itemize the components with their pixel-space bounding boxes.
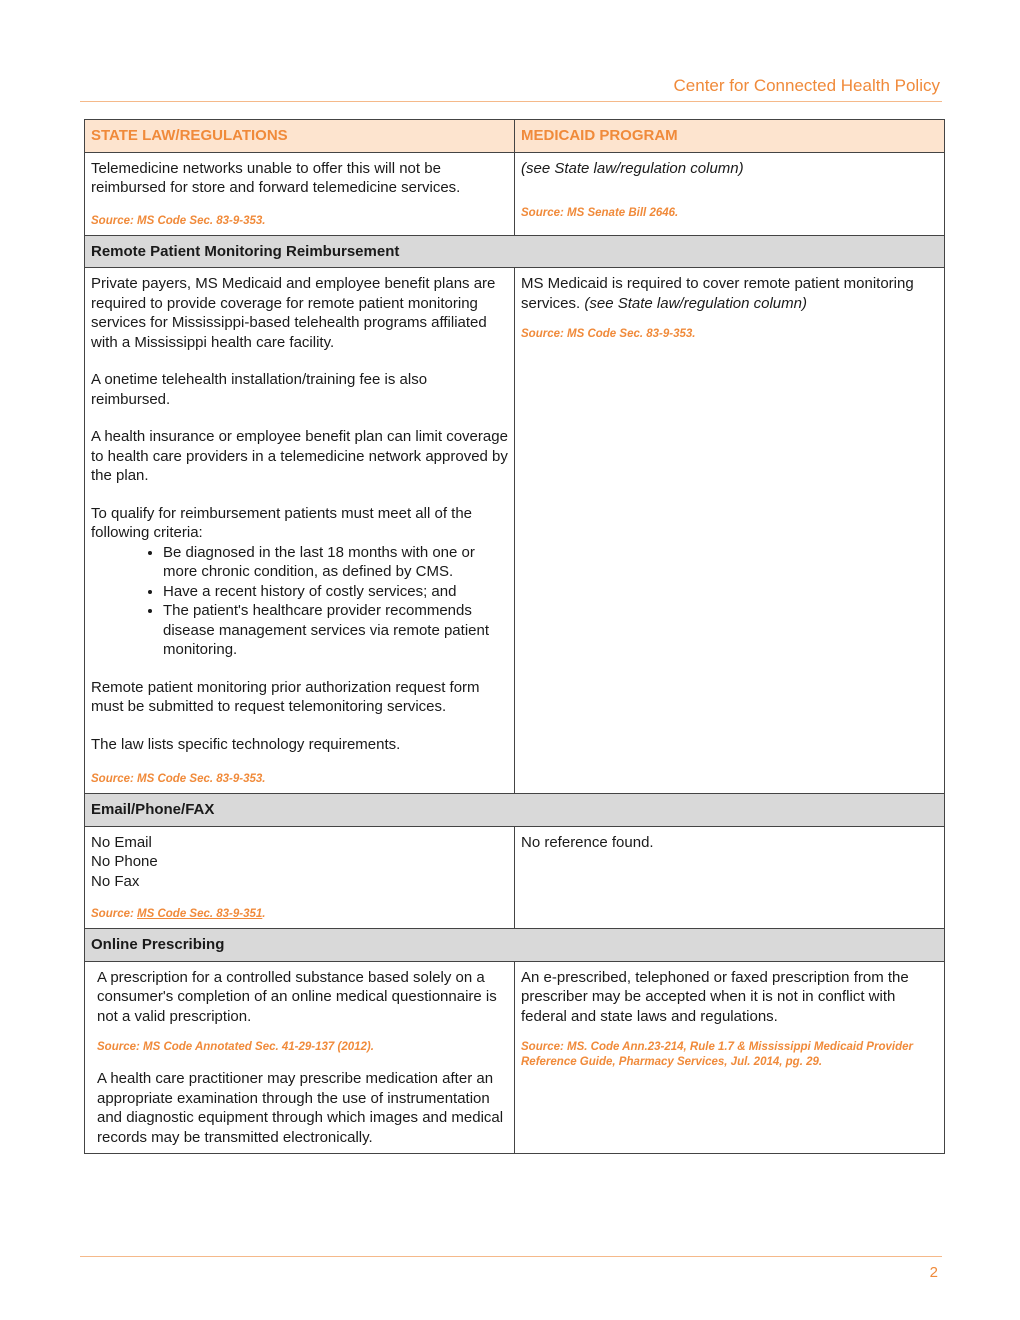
body-paragraph: To qualify for reimbursement patients must meet all of the following criteria: [91, 504, 473, 541]
source-citation: Source: MS Senate Bill 2646. [521, 207, 679, 219]
section-header-row [85, 794, 945, 827]
column-header-medicaid: MEDICAID PROGRAM [515, 120, 945, 153]
source-citation [91, 907, 508, 922]
list-item: • Be diagnosed in the last 18 months with one or more chronic condition, as defined by CMS. [163, 543, 508, 582]
table-row [85, 268, 945, 794]
table-row [85, 826, 945, 929]
source-suffix: . [262, 908, 266, 920]
section-title-email: Email/Phone/FAX [85, 794, 945, 827]
state-law-cell [85, 826, 515, 929]
medicaid-cell [515, 826, 945, 929]
list-item: • The patient's healthcare provider recommends disease management services via remote patient monitoring. [163, 601, 508, 660]
state-law-cell [85, 152, 515, 235]
source-prefix: Source: [91, 908, 138, 920]
body-text: A prescription for a controlled substance based solely on a consumer's completion of an online medical questionnaire is not a valid prescription. [97, 968, 497, 1025]
body-paragraph: A onetime telehealth installation/training fee is also reimbursed. [91, 371, 428, 408]
header-divider [80, 101, 942, 102]
state-law-cell [85, 268, 515, 794]
table-row [85, 152, 945, 235]
source-citation: Source: MS Code Sec. 83-9-353. [91, 773, 266, 785]
list-item: • Have a recent history of costly services; and [163, 582, 508, 602]
body-paragraph: Remote patient monitoring prior authorization request form must be submitted to request telemonitoring services. [91, 678, 480, 715]
body-text: A health care practitioner may prescribe medication after an appropriate examination through the use of instrumentation and diagnostic equipment through which images and medical records may be transmitted electronically. [97, 1070, 504, 1146]
body-text: (see State law/regulation column) [521, 159, 744, 177]
source-citation: Source: MS Code Sec. 83-9-353. [91, 214, 266, 227]
body-paragraph: A health insurance or employee benefit plan can limit coverage to health care providers in a telemedicine network approved by the plan. [91, 428, 508, 484]
page-number: 2 [929, 1264, 938, 1281]
source-link[interactable]: MS Code Sec. 83-9-351 [137, 908, 263, 920]
criteria-list [91, 543, 508, 660]
medicaid-cell [515, 268, 945, 794]
source-citation: Source: MS. Code Ann.23-214, Rule 1.7 & Mississippi Medicaid Provider Reference Guide, Pharmacy Services, Jul. 2014, pg. 29. [521, 1041, 913, 1068]
line-no-fax: No Fax [91, 872, 140, 890]
table-header-row [85, 120, 945, 153]
policy-table [84, 119, 945, 1154]
medicaid-cell [515, 961, 945, 1154]
header-title: Center for Connected Health Policy [673, 76, 940, 95]
source-citation: Source: MS Code Sec. 83-9-353. [521, 328, 696, 340]
body-text-main: MS Medicaid is required to cover remote patient monitoring services. [521, 275, 914, 312]
line-no-phone: No Phone [91, 853, 158, 870]
state-law-cell [85, 961, 515, 1154]
body-paragraph: The law lists specific technology requirements. [91, 735, 401, 753]
section-title-online: Online Prescribing [85, 929, 945, 962]
line-no-email: No Email [91, 833, 152, 851]
section-header-row [85, 235, 945, 268]
body-paragraph: Private payers, MS Medicaid and employee benefit plans are required to provide coverage for remote patient monitoring services for Mississippi-based telehealth programs affiliated with a Mississippi health care facility. [91, 275, 496, 351]
body-text: An e-prescribed, telephoned or faxed prescription from the prescriber may be accepted when it is not in conflict with federal and state laws and regulations. [521, 968, 909, 1025]
body-text: Telemedicine networks unable to offer this will not be reimbursed for store and forward telemedicine services. [91, 159, 461, 196]
body-text [521, 274, 938, 313]
source-citation: Source: MS Code Annotated Sec. 41-29-137 (2012). [97, 1041, 374, 1053]
section-header-row [85, 929, 945, 962]
section-title-rpm: Remote Patient Monitoring Reimbursement [85, 235, 945, 268]
table-row [85, 961, 945, 1154]
body-text-italic: (see State law/regulation column) [584, 294, 807, 312]
medicaid-cell [515, 152, 945, 235]
footer-divider [80, 1256, 942, 1257]
body-text: No reference found. [521, 833, 654, 851]
column-header-state-law: STATE LAW/REGULATIONS [85, 120, 515, 153]
